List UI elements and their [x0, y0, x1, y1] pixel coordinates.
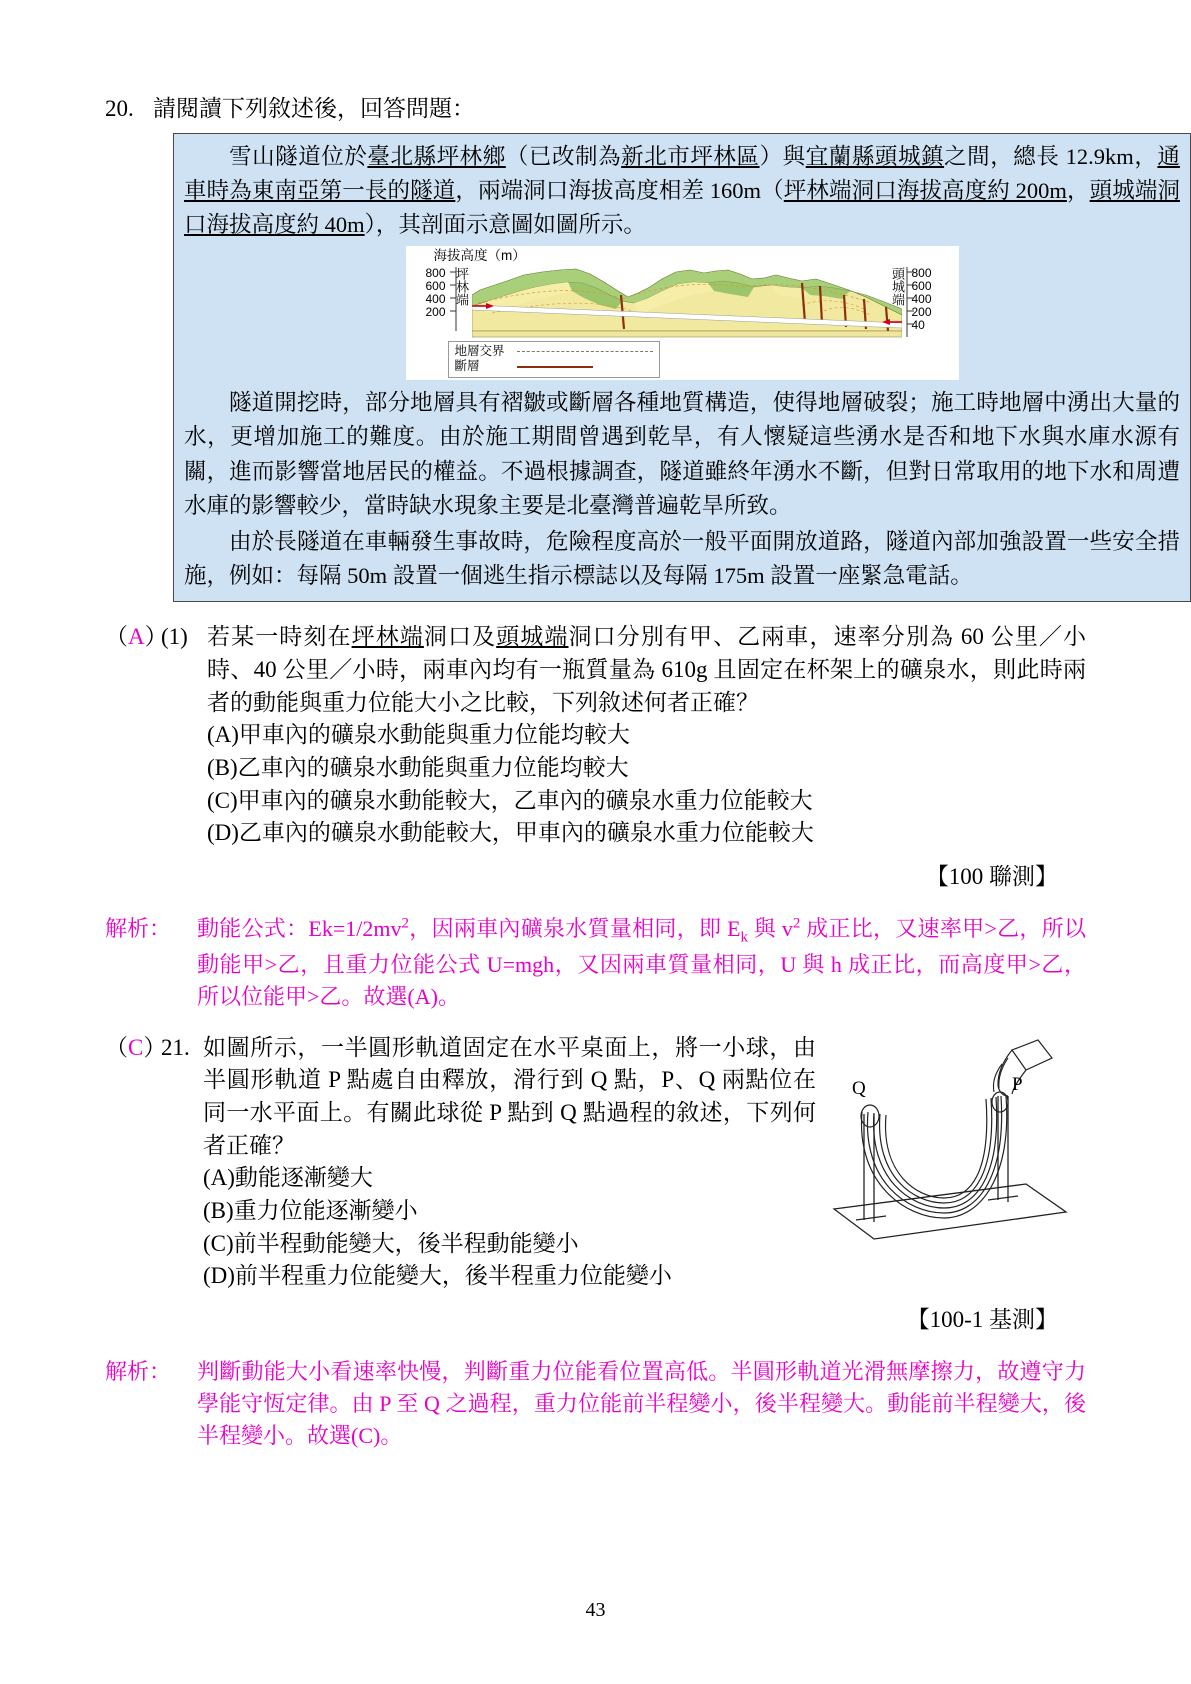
explanation-21-label: 解析： [105, 1358, 172, 1384]
left-axis-ticks-svg [448, 267, 458, 337]
right-tick-400: 400 [911, 292, 932, 307]
solid-red-line-icon [517, 366, 593, 368]
passage-p1-seg-c: ）與 [759, 143, 806, 169]
q21-option-b: (B)重力位能逐漸變小 [203, 1198, 418, 1223]
passage-paragraph-1 [184, 140, 1180, 243]
left-tick-400: 400 [425, 292, 446, 307]
right-tick-600: 600 [911, 279, 932, 294]
legend-label-stratum-boundary: 地層交界 [454, 344, 505, 359]
cross-section-figure [406, 246, 959, 380]
figure-legend [448, 341, 660, 378]
reading-passage-box [173, 133, 1191, 603]
option-c: (C)甲車內的礦泉水動能較大，乙車內的礦泉水重力位能較大 [207, 787, 813, 813]
expl-sup-1: 2 [401, 915, 409, 932]
terrain-profile-svg [472, 265, 902, 341]
passage-p1-seg-e: ，兩端洞口海拔高度相差 160m（ [455, 177, 784, 203]
dashed-line-icon [517, 351, 653, 352]
figure-axis-title: 海拔高度（m） [433, 248, 526, 264]
question-21-number: 21. [161, 1034, 190, 1060]
figure-right-axis-ticks [912, 267, 952, 332]
sub-question-number: (1) [161, 624, 188, 650]
question-20-1-body [207, 621, 1086, 850]
left-tick-600: 600 [425, 279, 446, 294]
legend-item-fault [455, 359, 653, 374]
passage-p1-underline-2: 新北市坪林區 [621, 143, 760, 169]
question-20-number: 20. [105, 96, 134, 121]
answer-letter: A [128, 624, 145, 650]
passage-p1-seg-a: 雪山隧道位於 [229, 143, 368, 169]
option-d: (D)乙車內的礦泉水動能較大，甲車內的礦泉水重力位能較大 [207, 820, 814, 846]
left-tick-800: 800 [425, 266, 446, 281]
figure-plot-area [412, 265, 955, 341]
explanation-21-body: 判斷動能大小看速率快慢，判斷重力位能看位置高低。半圓形軌道光滑無摩擦力，故遵守力學能守恆定律。由 P 至 Q 之過程，重力位能前半程變小，後半程變大。動能前半程變大，後半程變小。故選(C)。 [197, 1358, 1086, 1448]
passage-p1-underline-5: 坪林端洞口海拔高度約 200m [783, 177, 1067, 203]
answer-key-20-1: （A） [105, 624, 168, 650]
expl-seg-c: 與 v [748, 915, 793, 941]
expl-seg-a: 動能公式：Ek=1/2mv [197, 915, 402, 941]
stem-seg-b: 洞口及 [423, 624, 497, 650]
left-tick-200: 200 [425, 305, 446, 320]
passage-p1-seg-f: ， [1066, 177, 1090, 203]
explanation-label: 解析： [105, 915, 172, 941]
stem-underline-1: 坪林端 [351, 624, 424, 650]
expl-sub-k: k [740, 929, 748, 946]
passage-p1-seg-g: ），其剖面示意圖如圖所示。 [364, 212, 646, 238]
figure-left-axis-ticks [412, 267, 446, 319]
question-21-source: 【100-1 基測】 [906, 1306, 1058, 1332]
page-number: 43 [585, 1599, 606, 1621]
explanation-20 [105, 913, 1086, 1013]
option-a: (A)甲車內的礦泉水動能與重力位能均較大 [207, 722, 630, 748]
left-endpoint-text: 坪林端 [454, 267, 469, 307]
expl-sup-2: 2 [792, 915, 801, 932]
question-20-1-stem [207, 621, 1086, 719]
expl-seg-d: 成正比，又速率甲>乙，所以動能甲>乙，且重力位能公式 U=mgh，又因兩車質量相同，U 與 h 成正比，而高度甲>乙，所以位能甲>乙。故選(A)。 [197, 915, 1086, 1009]
stem-underline-2: 頭城端 [496, 624, 569, 650]
question-20-header [105, 95, 1086, 124]
passage-p1-underline-4: 通車時為東南亞第一長的隧道 [184, 143, 1180, 203]
passage-p1-underline-3: 宜蘭縣頭城鎮 [805, 143, 945, 169]
right-tick-40: 40 [911, 318, 925, 333]
passage-paragraph-2: 隧道開挖時，部分地層具有褶皺或斷層各種地質構造，使得地層破裂；施工時地層中湧出大量的水，更增加施工的難度。由於施工期間曾遇到乾旱，有人懷疑這些湧水是否和地下水與水庫水源有關，進而影響當地居民的權益。不過根據調查，隧道雖終年湧水不斷，但對日常取用的地下水和周遭水庫的影響較少，當時缺水現象主要是北臺灣普遍乾旱所致。 [184, 390, 1180, 518]
passage-p1-seg-d: 之間，總長 12.9km， [944, 143, 1158, 169]
right-axis-ticks-svg [905, 267, 915, 337]
answer-letter-21: C [128, 1034, 144, 1060]
passage-p1-underline-6: 頭城端洞口海拔高度約 40m [184, 177, 1180, 238]
question-21 [105, 1032, 1086, 1293]
expl-seg-b: ，因兩車內礦泉水質量相同，即 E [409, 915, 741, 941]
q21-option-c: (C)前半程動能變大，後半程動能變小 [203, 1230, 579, 1256]
q21-option-a: (A)動能逐漸變大 [203, 1165, 373, 1191]
label-q: Q [852, 1077, 866, 1099]
passage-p1-seg-b: （已改制為 [505, 143, 622, 169]
stem-seg-a: 若某一時刻在 [207, 624, 352, 650]
answer-key-21: （C） [105, 1034, 167, 1060]
legend-label-fault: 斷層 [454, 359, 480, 374]
right-tick-200: 200 [911, 305, 932, 320]
question-21-text-column [203, 1032, 816, 1293]
semicircular-track-figure [816, 1034, 1086, 1249]
question-20-prompt: 請閱讀下列敘述後，回答問題： [153, 96, 475, 121]
stem-seg-c: 洞口分別有甲、乙兩車，速率分別為 60 公里／小時、40 公里／小時，兩車內均有一瓶質量為 610g 且固定在杯架上的礦泉水，則此時兩者的動能與重力位能大小之比較，下列敘述何者正確？ [207, 624, 1087, 715]
semicircular-track-svg [816, 1034, 1076, 1249]
passage-paragraph-3: 由於長隧道在車輛發生事故時，危險程度高於一般平面開放道路，隧道內部加強設置一些安全措施，例如：每隔 50m 設置一個逃生指示標誌以及每隔 175m 設置一座緊急電話。 [184, 528, 1180, 589]
question-20-1 [105, 621, 1086, 850]
question-20-1-source: 【100 聯測】 [925, 863, 1058, 889]
explanation-21 [105, 1356, 1086, 1452]
q21-option-d: (D)前半程重力位能變大，後半程重力位能變小 [203, 1263, 672, 1289]
right-tick-800: 800 [911, 266, 932, 281]
label-p: P [1012, 1073, 1023, 1095]
passage-p1-underline-1: 臺北縣坪林鄉 [367, 143, 506, 169]
option-b: (B)乙車內的礦泉水動能與重力位能均較大 [207, 754, 629, 780]
right-endpoint-text: 頭城端 [890, 267, 905, 307]
question-21-stem: 如圖所示，一半圓形軌道固定在水平桌面上，將一小球，由半圓形軌道 P 點處自由釋放，滑行到 Q 點，P、Q 兩點位在同一水平面上。有關此球從 P 點到 Q 點過程的敘述，下列何者正確？ [203, 1034, 816, 1158]
explanation-20-body [197, 913, 1086, 1013]
question-21-body [203, 1032, 1086, 1293]
